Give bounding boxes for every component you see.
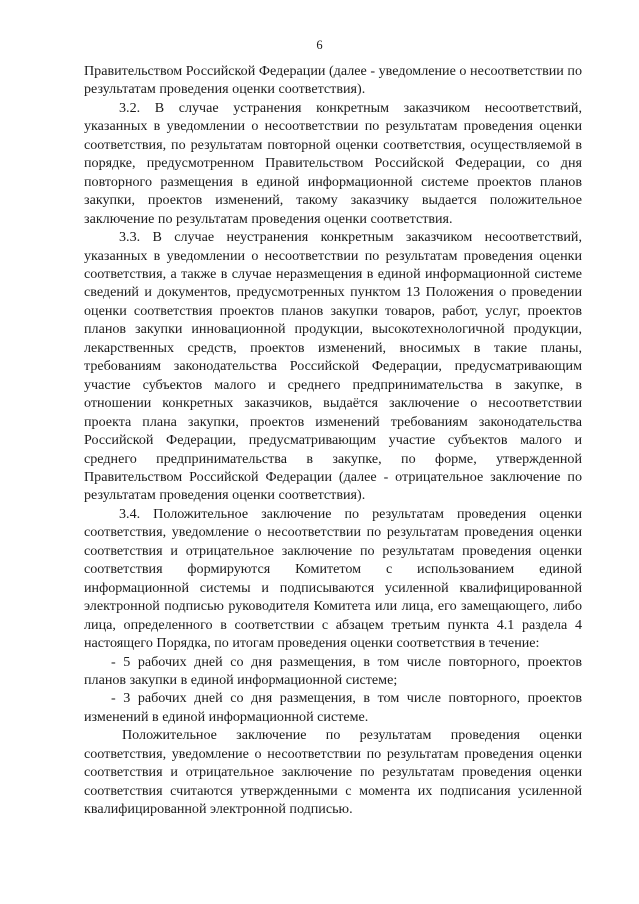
paragraph-approval: Положительное заключение по результатам проведения оценки соответствия, уведомление о несоответствии по результатам проведения оценки соответствия и отрицательное заключение по результатам проведения оценки соответствия считаются утвержденными с момента их подписания усиленной квалифицированной электронной подписью. (84, 727, 582, 818)
paragraph-3-4: 3.4. Положительное заключение по результатам проведения оценки соответствия, уведомление о несоответствии по результатам проведения оценки соответствия и отрицательное заключение по результатам проведения оценки соответствия формируются Комитетом с использованием единой информационной системы и подписываются усиленной квалифицированной электронной подписью руководителя Комитета или лица, его замещающего, либо лица, определенного в соответствии с абзацем третьим пункта 4.1 раздела 4 настоящего Порядка, по итогам проведения оценки соответствия в течение: (84, 505, 582, 652)
page-number: 6 (316, 38, 323, 52)
paragraph-3-3: 3.3. В случае неустранения конкретным заказчиком несоответствий, указанных в уведомлении о несоответствии по результатам проведения оценки соответствия, а также в случае неразмещения в единой информационной системе сведений и документов, предусмотренных пунктом 13 Положения о проведении оценки соответствия проектов планов закупки товаров, работ, услуг, проектов планов закупки инновационной продукции, высокотехнологичной продукции, лекарственных средств, проектов изменений, вносимых в такие планы, требованиям законодательства Российской Федерации, предусматривающим участие субъектов малого и среднего предпринимательства в закупке, в отношении конкретных заказчиков, выдаётся заключение о несоответствии проекта плана закупки, проектов изменений требованиям законодательства Российской Федерации, предусматривающим участие субъектов малого и среднего предпринимательства в закупке, по форме, утвержденной Правительством Российской Федерации (далее - отрицательное заключение по результатам проведения оценки соответствия). (84, 229, 582, 504)
paragraph-continuation: Правительством Российской Федерации (далее - уведомление о несоответствии по результатам проведения оценки соответствия). (84, 63, 582, 98)
document-body (84, 62, 582, 819)
list-item-3-days: - 3 рабочих дней со дня размещения, в том числе повторного, проектов изменений в единой информационной системе. (84, 690, 582, 725)
list-item-5-days: - 5 рабочих дней со дня размещения, в том числе повторного, проектов планов закупки в единой информационной системе; (84, 653, 582, 688)
paragraph-3-2: 3.2. В случае устранения конкретным заказчиком несоответствий, указанных в уведомлении о несоответствии по результатам проведения оценки соответствия, по результатам повторной оценки соответствия, осуществляемой в порядке, предусмотренном Правительством Российской Федерации, со дня повторного размещения в единой информационной системе проектов планов закупки, проектов изменений, такому заказчику выдается положительное заключение по результатам проведения оценки соответствия. (84, 99, 582, 227)
